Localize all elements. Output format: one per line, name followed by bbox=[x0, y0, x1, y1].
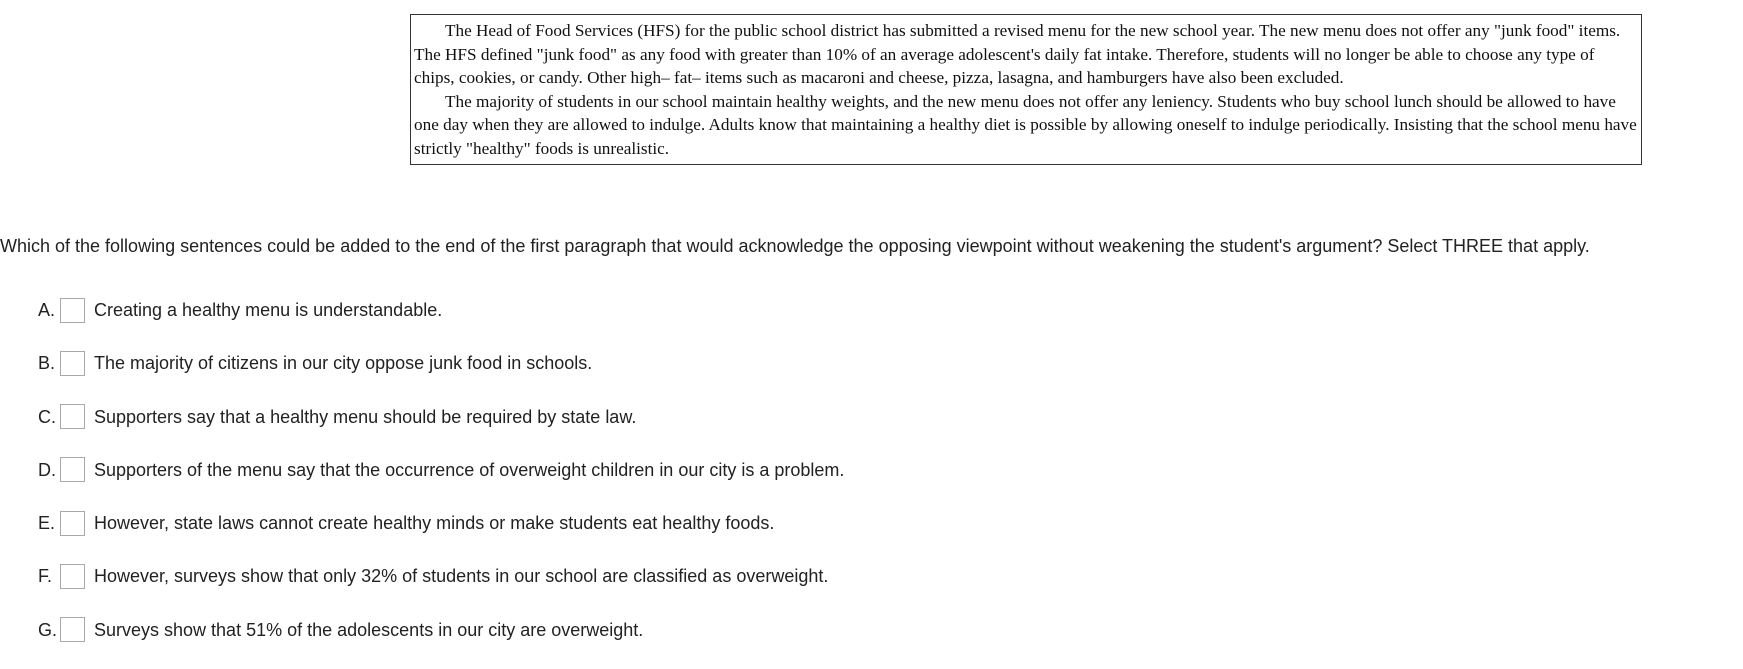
option-letter: F. bbox=[38, 566, 53, 587]
passage-paragraph: The Head of Food Services (HFS) for the public school district has submitted a revised menu for the new school year. The new menu does not offer any "junk food" items. The HFS defined "junk food" as any food with greater than 10% of an average adolescent's daily fat intake. Therefore, students will no longer be able to choose any type of chips, cookies, or candy. Other high– fat– items such as macaroni and cheese, pizza, lasagna, and hamburgers have also been excluded. bbox=[414, 21, 1621, 87]
option-text: However, surveys show that only 32% of students in our school are classified as overweight. bbox=[94, 566, 829, 587]
option-letter: D. bbox=[38, 459, 56, 480]
reading-passage bbox=[410, 14, 1642, 165]
option-letter: A. bbox=[38, 300, 56, 320]
option-e-checkbox[interactable] bbox=[60, 511, 85, 536]
question-prompt: Which of the following sentences could be added to the end of the first paragraph that would acknowledge the opposing viewpoint without weakening the student's argument? Select THREE that apply. bbox=[0, 236, 1590, 256]
option-d-checkbox[interactable] bbox=[60, 457, 85, 482]
option-letter: C. bbox=[38, 406, 56, 427]
option-f-checkbox[interactable] bbox=[60, 564, 85, 589]
option-d[interactable] bbox=[38, 456, 844, 484]
option-c-checkbox[interactable] bbox=[60, 404, 85, 429]
option-f[interactable] bbox=[38, 562, 844, 590]
answer-options bbox=[38, 296, 844, 669]
option-text: However, state laws cannot create healthy minds or make students eat healthy foods. bbox=[94, 513, 775, 534]
option-b[interactable] bbox=[38, 349, 844, 377]
option-g[interactable] bbox=[38, 616, 844, 644]
option-letter: B. bbox=[38, 353, 56, 374]
option-e[interactable] bbox=[38, 509, 844, 537]
option-letter: G. bbox=[38, 619, 58, 640]
option-letter: E. bbox=[38, 513, 56, 534]
passage-paragraph: The majority of students in our school maintain healthy weights, and the new menu does not offer any leniency. Students who buy school lunch should be allowed to have one day when they are allowed to indulge. Adults know that maintaining a healthy diet is possible by allowing oneself to indulge periodically. Insisting that the school menu have strictly "healthy" foods is unrealistic. bbox=[414, 91, 1637, 158]
option-c[interactable] bbox=[38, 403, 844, 431]
option-text: Supporters say that a healthy menu should be required by state law. bbox=[94, 406, 637, 427]
option-a-checkbox[interactable] bbox=[60, 298, 85, 323]
option-g-checkbox[interactable] bbox=[60, 617, 85, 642]
option-text: Creating a healthy menu is understandable. bbox=[94, 300, 443, 320]
option-text: Supporters of the menu say that the occurrence of overweight children in our city is a problem. bbox=[94, 459, 845, 480]
option-b-checkbox[interactable] bbox=[60, 351, 85, 376]
option-text: The majority of citizens in our city oppose junk food in schools. bbox=[94, 353, 593, 374]
option-a[interactable] bbox=[38, 296, 844, 324]
option-text: Surveys show that 51% of the adolescents in our city are overweight. bbox=[94, 619, 644, 640]
